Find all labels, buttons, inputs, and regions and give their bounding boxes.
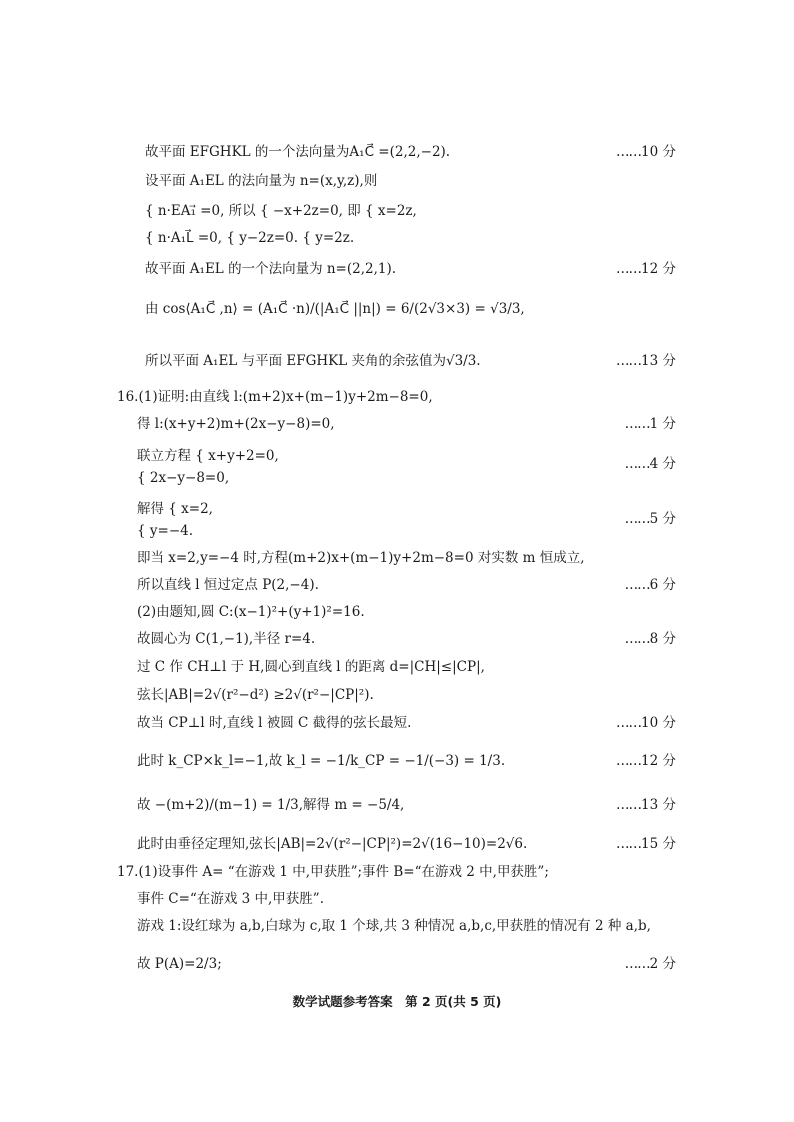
answer-line: 故圆心为 C(1,−1),半径 r=4. (137, 631, 316, 647)
score-marker: ……8 分 (624, 631, 676, 647)
answer-line: 故当 CP⊥l 时,直线 l 被圆 C 截得的弦长最短. (137, 715, 412, 731)
answer-line: 所以平面 A₁EL 与平面 EFGHKL 夹角的余弦值为√3/3. (145, 353, 481, 369)
score-marker: ……12 分 (616, 753, 676, 769)
equation-system-line: { 2x−y−8=0, (137, 470, 230, 486)
score-marker: ……10 分 (616, 715, 676, 731)
cosine-formula-line: 由 cos⟨A₁C⃗ ,n⟩ = (A₁C⃗ ·n)/(|A₁C⃗ ||n|) = 6/(2√3×3) = √3/3, (145, 301, 525, 317)
answer-line: 事件 C=“在游戏 3 中,甲获胜”. (137, 891, 324, 907)
question-heading: 17.(1)设事件 A= “在游戏 1 中,甲获胜”;事件 B=“在游戏 2 中,甲获胜”; (117, 864, 549, 880)
answer-line: 所以直线 l 恒过定点 P(2,−4). (137, 577, 319, 593)
score-marker: ……5 分 (624, 511, 676, 527)
answer-line: (2)由题知,圆 C:(x−1)²+(y+1)²=16. (137, 604, 365, 620)
question-heading: 16.(1)证明:由直线 l:(m+2)x+(m−1)y+2m−8=0, (117, 389, 433, 405)
equation-system-line: 联立方程 { x+y+2=0, (137, 448, 279, 464)
answer-line: 故平面 EFGHKL 的一个法向量为A₁C⃗ =(2,2,−2). (145, 144, 451, 160)
equation-system-line: { n·EA₁⃗ =0, 所以 { −x+2z=0, 即 { x=2z, (145, 203, 417, 219)
answer-line: 得 l:(x+y+2)m+(2x−y−8)=0, (137, 416, 335, 432)
score-marker: ……2 分 (624, 956, 676, 972)
answer-line: 故 −(m+2)/(m−1) = 1/3,解得 m = −5/4, (137, 797, 405, 813)
answer-line: 即当 x=2,y=−4 时,方程(m+2)x+(m−1)y+2m−8=0 对实数 m 恒成立, (137, 550, 585, 566)
equation-system-line: 解得 { x=2, (137, 501, 213, 517)
score-marker: ……12 分 (616, 261, 676, 277)
equation-system-line: { n·A₁L⃗ =0, { y−2z=0. { y=2z. (145, 230, 355, 246)
answer-line: 过 C 作 CH⊥l 于 H,圆心到直线 l 的距离 d=|CH|≤|CP|, (137, 659, 485, 675)
page-footer: 数学试题参考答案 第 2 页(共 5 页) (292, 994, 502, 1009)
answer-line: 设平面 A₁EL 的法向量为 n=(x,y,z),则 (145, 173, 378, 189)
score-marker: ……13 分 (616, 797, 676, 813)
score-marker: ……13 分 (616, 353, 676, 369)
score-marker: ……15 分 (616, 836, 676, 852)
score-marker: ……6 分 (624, 577, 676, 593)
answer-line: 此时 k_CP×k_l=−1,故 k_l = −1/k_CP = −1/(−3) = 1/3. (137, 753, 506, 769)
answer-line: 故平面 A₁EL 的一个法向量为 n=(2,2,1). (145, 261, 397, 277)
equation-system-line: { y=−4. (137, 523, 194, 539)
score-marker: ……4 分 (624, 456, 676, 472)
score-marker: ……10 分 (616, 144, 676, 160)
answer-line: 故 P(A)=2/3; (137, 956, 222, 972)
score-marker: ……1 分 (624, 416, 676, 432)
answer-line: 游戏 1:设红球为 a,b,白球为 c,取 1 个球,共 3 种情况 a,b,c,甲获胜的情况有 2 种 a,b, (137, 918, 651, 934)
answer-line: 弦长|AB|=2√(r²−d²) ≥2√(r²−|CP|²). (137, 687, 374, 703)
answer-line: 此时由垂径定理知,弦长|AB|=2√(r²−|CP|²)=2√(16−10)=2√6. (137, 836, 528, 852)
